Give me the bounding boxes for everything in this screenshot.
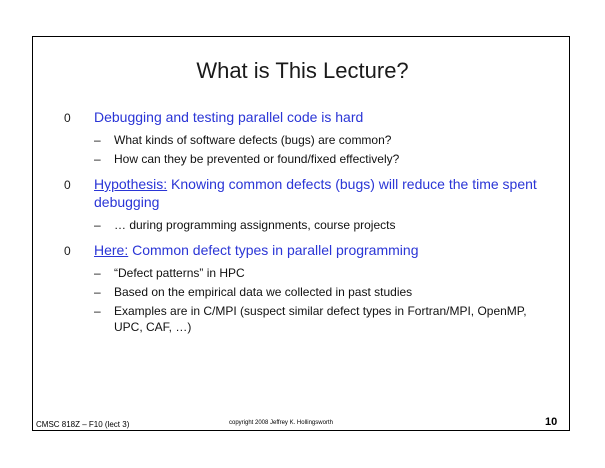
footer-copyright: copyright 2008 Jeffrey K. Hollingsworth [229,420,333,426]
sub-bullet-dash: – [94,133,101,147]
bullet-text: Common defect types in parallel programming [128,242,419,258]
sub-bullet-item [94,284,544,300]
page-number: 10 [545,416,558,428]
bullet-item [64,108,544,126]
bullet-marker: 0 [64,111,71,125]
sub-bullet-text: What kinds of software defects (bugs) are common? [114,133,392,147]
slide-title: What is This Lecture? [196,58,409,83]
bullet-item [64,241,544,259]
sub-bullet-item [94,132,544,148]
bullet-text: Debugging and testing parallel code is hard [94,109,364,125]
sub-bullet-text: Based on the empirical data we collected in past studies [114,285,413,299]
sub-bullet-text: Examples are in C/MPI (suspect similar defect types in Fortran/MPI, OpenMP, UPC, CAF, …) [114,304,527,334]
bullet-item [64,175,544,211]
bullet-lead-text: Hypothesis: [94,176,168,192]
slide-content [64,108,544,343]
sub-bullet-item [94,217,544,233]
sub-bullet-text: “Defect patterns” in HPC [114,266,245,280]
bullet-text: Knowing common defects (bugs) will reduce the time spent debugging [94,176,537,210]
sub-bullet-text: … during programming assignments, course projects [114,218,396,232]
sub-bullet-dash: – [94,218,101,232]
bullet-group-3 [64,241,544,335]
footer-course-label: CMSC 818Z – F10 (lect 3) [36,420,130,429]
sub-bullet-text: How can they be prevented or found/fixed effectively? [114,152,400,166]
sub-bullet-item [94,151,544,167]
sub-bullet-dash: – [94,304,101,318]
sub-bullet-item [94,303,544,335]
bullet-lead-text: Here: [94,242,129,258]
sub-bullet-item [94,265,544,281]
bullet-group-2 [64,175,544,233]
sub-bullet-dash: – [94,285,101,299]
sub-bullet-dash: – [94,152,101,166]
bullet-marker: 0 [64,244,71,258]
sub-bullet-dash: – [94,266,101,280]
bullet-group-1 [64,108,544,167]
bullet-marker: 0 [64,178,71,192]
